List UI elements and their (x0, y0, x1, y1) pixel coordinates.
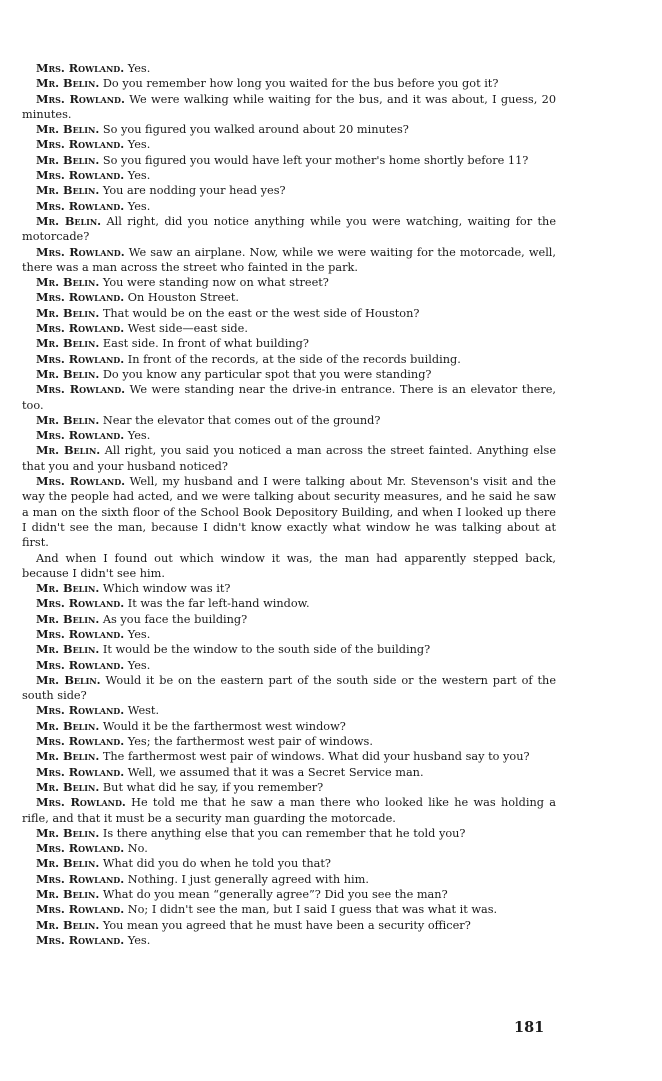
testimony-paragraph (22, 933, 556, 948)
testimony-paragraph (22, 872, 556, 887)
speaker-name: Mrs. Rowland. (36, 428, 125, 443)
testimony-paragraph (22, 887, 556, 902)
testimony-paragraph (22, 703, 556, 718)
testimony-text: Yes. (127, 199, 151, 213)
testimony-paragraph (22, 795, 556, 826)
speaker-name: Mrs. Rowland. (36, 351, 125, 366)
testimony-paragraph (22, 673, 556, 704)
speaker-name: Mr. Belin. (36, 275, 100, 290)
testimony-text: Do you know any particular spot that you were standing? (102, 367, 432, 381)
testimony-text: Near the elevator that comes out of the ground? (102, 413, 381, 427)
testimony-paragraph (22, 474, 556, 550)
testimony-paragraph (22, 382, 556, 413)
testimony-paragraph (22, 749, 556, 764)
testimony-text: Which window was it? (102, 582, 231, 596)
testimony-text: West. (127, 704, 160, 718)
testimony-paragraph (22, 658, 556, 673)
speaker-name: Mrs. Rowland. (36, 321, 125, 336)
testimony-paragraph (22, 153, 556, 168)
speaker-name: Mr. Belin. (36, 642, 100, 657)
testimony-paragraph (22, 199, 556, 214)
speaker-name: Mr. Belin. (36, 825, 100, 840)
testimony-text: You mean you agreed that he must have been a security officer? (102, 918, 471, 932)
testimony-paragraph (22, 596, 556, 611)
speaker-name: Mrs. Rowland. (36, 657, 125, 672)
testimony-text: We were walking while waiting for the bus, and it was about, I guess, 20 minutes. (22, 92, 557, 121)
testimony-text: But what did he say, if you remember? (102, 780, 324, 794)
speaker-name: Mr. Belin. (36, 152, 100, 167)
speaker-name: Mrs. Rowland. (36, 626, 125, 641)
speaker-name: Mrs. Rowland. (36, 198, 125, 213)
testimony-text: We saw an airplane. Now, while we were waiting for the motorcade, well, there was a man across the street who fainted in the park. (22, 245, 557, 274)
testimony-paragraph (22, 275, 556, 290)
testimony-text: You were standing now on what street? (102, 276, 329, 290)
speaker-name: Mr. Belin. (36, 305, 100, 320)
testimony-paragraph (22, 780, 556, 795)
testimony-text: All right, did you notice anything while you were watching, waiting for the motorcade? (22, 214, 557, 244)
testimony-paragraph (22, 612, 556, 627)
testimony-paragraph (22, 627, 556, 642)
testimony-paragraph (22, 856, 556, 871)
testimony-paragraph (22, 581, 556, 596)
testimony-paragraph (22, 826, 556, 841)
testimony-text: On Houston Street. (127, 291, 239, 305)
testimony-paragraph (22, 245, 556, 276)
speaker-name: Mrs. Rowland. (36, 474, 126, 489)
speaker-name: Mrs. Rowland. (36, 596, 125, 611)
testimony-text: West side—east side. (127, 322, 248, 336)
speaker-name: Mrs. Rowland. (36, 290, 125, 305)
testimony-paragraph (22, 765, 556, 780)
testimony-paragraph (22, 428, 556, 443)
speaker-name: Mrs. Rowland. (36, 734, 125, 749)
testimony-paragraph (22, 321, 556, 336)
testimony-paragraph (22, 902, 556, 917)
testimony-transcript (22, 61, 556, 948)
speaker-name: Mrs. Rowland. (36, 244, 125, 259)
testimony-text: Yes. (127, 62, 151, 75)
speaker-name: Mrs. Rowland. (36, 382, 126, 397)
testimony-paragraph (22, 918, 556, 933)
testimony-text: As you face the building? (102, 612, 248, 626)
testimony-text: Do you remember how long you waited for the bus before you got it? (102, 77, 499, 91)
testimony-text: You are nodding your head yes? (102, 184, 286, 198)
speaker-name: Mrs. Rowland. (36, 61, 125, 75)
speaker-name: Mrs. Rowland. (36, 168, 125, 183)
testimony-text: Yes. (127, 627, 151, 641)
testimony-text: So you figured you walked around about 20 minutes? (102, 123, 409, 137)
testimony-paragraph (22, 306, 556, 321)
testimony-text: And when I found out which window it was, the man had apparently stepped back, because I didn't see him. (22, 551, 556, 580)
testimony-text: Yes. (127, 933, 151, 947)
speaker-name: Mrs. Rowland. (36, 703, 125, 718)
testimony-paragraph (22, 214, 556, 245)
speaker-name: Mrs. Rowland. (36, 91, 125, 106)
speaker-name: Mr. Belin. (36, 718, 100, 733)
speaker-name: Mr. Belin. (36, 672, 101, 687)
speaker-name: Mr. Belin. (36, 581, 100, 596)
testimony-paragraph (22, 336, 556, 351)
speaker-name: Mr. Belin. (36, 183, 100, 198)
testimony-text: East side. In front of what building? (102, 337, 309, 351)
testimony-text: What did you do when he told you that? (102, 857, 331, 871)
testimony-paragraph (22, 719, 556, 734)
testimony-text: Yes. (127, 169, 151, 183)
testimony-text: The farthermost west pair of windows. What did your husband say to you? (102, 750, 530, 764)
testimony-text: Would it be on the eastern part of the south side or the western part of the south side? (22, 673, 556, 703)
speaker-name: Mrs. Rowland. (36, 871, 125, 886)
testimony-paragraph (22, 551, 556, 582)
testimony-text: Yes; the farthermost west pair of windows. (127, 735, 373, 749)
testimony-paragraph (22, 841, 556, 856)
testimony-text: In front of the records, at the side of the records building. (127, 352, 461, 366)
speaker-name: Mr. Belin. (36, 412, 100, 427)
speaker-name: Mrs. Rowland. (36, 137, 125, 152)
testimony-text: No; I didn't see the man, but I said I guess that was what it was. (127, 903, 498, 917)
speaker-name: Mrs. Rowland. (36, 795, 126, 810)
testimony-text: He told me that he saw a man there who looked like he was holding a rifle, and that it must be a security man guarding the motorcade. (22, 796, 557, 825)
testimony-text: So you figured you would have left your mother's home shortly before 11? (102, 153, 529, 167)
speaker-name: Mr. Belin. (36, 749, 100, 764)
testimony-paragraph (22, 137, 556, 152)
speaker-name: Mr. Belin. (36, 366, 100, 381)
testimony-paragraph (22, 642, 556, 657)
speaker-name: Mrs. Rowland. (36, 902, 125, 917)
speaker-name: Mr. Belin. (36, 611, 100, 626)
testimony-paragraph (22, 92, 556, 123)
testimony-text: What do you mean “generally agree”? Did you see the man? (102, 888, 448, 902)
speaker-name: Mr. Belin. (36, 336, 100, 351)
testimony-paragraph (22, 352, 556, 367)
testimony-paragraph (22, 413, 556, 428)
testimony-paragraph (22, 168, 556, 183)
speaker-name: Mr. Belin. (36, 856, 100, 871)
speaker-name: Mr. Belin. (36, 779, 100, 794)
testimony-text: All right, you said you noticed a man across the street fainted. Anything else that you and your husband noticed? (22, 444, 557, 473)
testimony-text: Would it be the farthermost west window? (102, 719, 346, 733)
testimony-text: Yes. (127, 138, 151, 152)
testimony-paragraph (22, 734, 556, 749)
speaker-name: Mrs. Rowland. (36, 764, 125, 779)
page-number: 181 (514, 1019, 545, 1036)
testimony-text: No. (127, 842, 148, 856)
testimony-text: We were standing near the drive-in entrance. There is an elevator there, too. (22, 383, 557, 412)
testimony-paragraph (22, 76, 556, 91)
speaker-name: Mr. Belin. (36, 917, 100, 932)
speaker-name: Mr. Belin. (36, 443, 101, 458)
testimony-text: Yes. (127, 658, 151, 672)
speaker-name: Mr. Belin. (36, 122, 100, 137)
testimony-paragraph (22, 367, 556, 382)
speaker-name: Mr. Belin. (36, 887, 100, 902)
testimony-text: It was the far left-hand window. (127, 597, 310, 611)
testimony-text: Well, my husband and I were talking about Mr. Stevenson's visit and the way the people had acted, and we were talking about security measures, and he said he saw a man on the sixth floor of the School Book Depository Building, and when I looked up there I didn't see the man, because I didn't know exactly what window he was talking about at first. (22, 475, 556, 550)
testimony-paragraph (22, 61, 556, 76)
speaker-name: Mrs. Rowland. (36, 841, 125, 856)
testimony-text: That would be on the east or the west side of Houston? (102, 306, 420, 320)
testimony-text: Well, we assumed that it was a Secret Service man. (127, 765, 424, 779)
testimony-paragraph (22, 443, 556, 474)
testimony-paragraph (22, 122, 556, 137)
speaker-name: Mr. Belin. (36, 76, 100, 91)
testimony-text: Yes. (127, 429, 151, 443)
testimony-text: Nothing. I just generally agreed with him. (127, 872, 369, 886)
speaker-name: Mr. Belin. (36, 213, 102, 228)
testimony-paragraph (22, 183, 556, 198)
speaker-name: Mrs. Rowland. (36, 932, 125, 947)
testimony-paragraph (22, 290, 556, 305)
testimony-text: It would be the window to the south side of the building? (102, 643, 431, 657)
testimony-text: Is there anything else that you can remember that he told you? (102, 826, 466, 840)
